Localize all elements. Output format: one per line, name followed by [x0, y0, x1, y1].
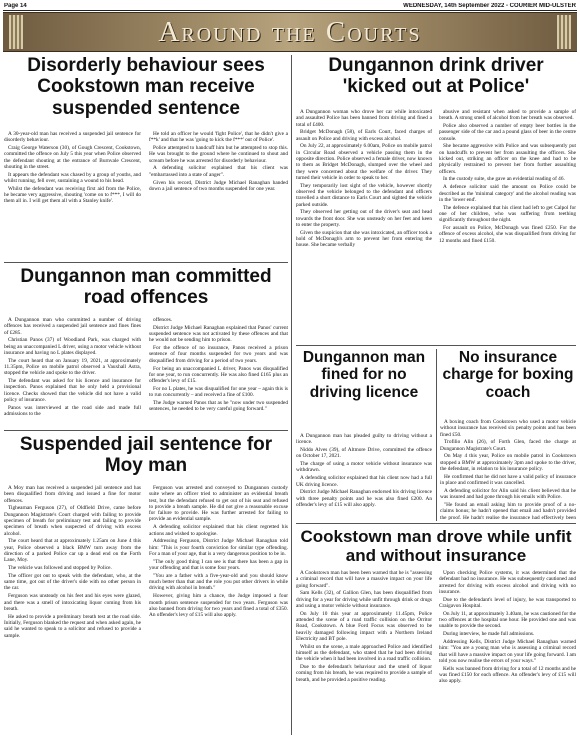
paragraph: She became aggressive with Police and was subsequently put on handcuffs to prevent her from assaulting the officers. She kicked out, striking an officer on the knee and had to be physically restrained to prevent her from further assaulting officers.	[439, 143, 576, 175]
paragraph: A defending solicitor explained that his client now had a full UK driving licence.	[296, 475, 432, 488]
paragraph: On July 22, at approximately 6.00am, Police on mobile patrol in Circular Road observed a vehicle passing them in the opposite direction. Police observed a female driver, now known to them as Bridget McDonagh, slumped over the wheel and they were concerned about the welfare of the driver. They turned their vehicle in order to speak to her.	[296, 143, 432, 181]
article-moy-man	[4, 434, 288, 734]
paragraph: A Cookstown man has been been warned that he is "assessing a criminal record that will have a massive impact on your life going forward".	[296, 570, 432, 589]
paragraph: The officer got out to speak with the defendant, who, at the same time, got out of the driver's side with no other person in the car.	[4, 572, 141, 592]
paragraph: Ferguson was arrested and conveyed to Dungannon custody suite where an officer tried to administer an evidential breath test, but the defendant refused to get out of his seat and refused to provide a breath sample. He did not give a reasonable excuse for failure to provide. He was further arrested for failing to provide an evidential sample.	[149, 485, 288, 523]
article-divider	[296, 345, 576, 346]
paragraph: Whilst on the scene, a male approached Police and identified himself as the defendant, who stated that he had been driving the vehicle when it had been involved in a road traffic collision.	[296, 643, 432, 663]
article-column-1	[440, 419, 576, 521]
paragraph: Police attempted to handcuff him but he attempted to stop this. He was brought to the ground where he continued to shout and scream before he was arrested for disorderly behaviour.	[149, 145, 288, 164]
article-column-1	[296, 109, 432, 250]
folio-rule	[3, 10, 577, 11]
paragraph: abusive and resistant when asked to provide a sample of breath. A strong smell of alcohol from her breath was observed.	[439, 109, 576, 122]
article-cookstown-unfit	[296, 527, 576, 734]
paragraph: offences.	[153, 317, 173, 323]
article-divider	[4, 262, 288, 263]
paragraph: Due to the defendant's behaviour and the smell of liquor coming from his breath, he was required to provide a sample of breath, and he provided a positive reading.	[296, 664, 432, 683]
paragraph: The defence explained that his client had left to get Calpol for one of her children, who was suffering from teething significantly throughout the night.	[439, 204, 576, 224]
paragraph: Whilst the defendant was receiving first aid from the Police, he became very aggressive, shouting 'come on to f***, I will do them all in. I will get them all with a Stanley knife'.	[4, 185, 141, 205]
column-divider	[291, 525, 292, 735]
paragraph: Panos was interviewed at the road side and made full admissions to the	[4, 404, 141, 418]
article-drink-driver	[296, 55, 576, 345]
article-headline: Dungannon drink driver 'kicked out at Police'	[328, 55, 544, 98]
paragraph: For being an unaccompanied L driver, Panos was disqualified for one year, to run concurrently. He was also fined £165 plus an offender's levy of £15.	[149, 365, 288, 385]
page-number: Page 14	[4, 3, 27, 9]
article-column-1	[4, 485, 141, 640]
paragraph: Sam Kells (32), of Gallion Glen, has been disqualified from driving for a year for driving while unfit through drink or drugs and using a motor vehicle without insurance.	[296, 590, 432, 609]
paragraph: In the custody suite, she gave an evidential reading of 46.	[443, 176, 565, 183]
paragraph: Due to the defendant's level of injury, he was transported to Craigavon Hospital.	[439, 596, 576, 609]
paragraph: For no L plates, he was disqualified for one year – again this is to run concurrently – and received a fine of £100.	[149, 385, 288, 399]
paragraph: For assault on Police, McDonagh was fined £250. For the offence of excess alcohol, she was disqualified from driving for 12 months and fined £150.	[439, 225, 576, 244]
article-column-2	[149, 317, 288, 414]
article-column-2	[439, 570, 576, 686]
section-title: Around the Courts	[158, 16, 422, 48]
section-masthead	[3, 12, 577, 52]
paragraph: The charge of using a motor vehicle without insurance was withdrawn.	[296, 461, 432, 474]
paragraph: Police also observed a number of empty beer bottles in the passenger side of the car and a pound glass of beer in the centre console.	[439, 123, 576, 142]
paragraph: Craig George Waterson (30), of Gough Crescent, Cookstown, committed the offence on July 5 this year when Police observed the defendant shouting at the entrance of Burnvale Crescent, shouting in the street.	[4, 145, 141, 170]
paragraph: District Judge Michael Ranaghan endorsed his driving licence with three penalty points and he was also fined £200. An offender's levy of £15 will also apply.	[296, 489, 432, 508]
paragraph: Bridget McDonagh (58), of Earls Court, faced charges of assault on Police and driving with excess alcohol.	[296, 129, 432, 142]
column-divider	[291, 55, 292, 525]
paragraph: However, giving him a chance, the Judge imposed a four month prison sentence suspended for two years. Ferguson was also banned from driving for two years and fined a total of £350. An offender's levy of £15 will also apply.	[149, 593, 288, 619]
article-headline: Disorderly behaviour sees Cookstown man receive suspended sentence	[27, 55, 265, 119]
article-column-1	[4, 131, 141, 206]
article-no-licence	[296, 349, 432, 521]
paragraph: A Moy man has received a suspended jail sentence and has been disqualified from driving and issued a fine for motor offences.	[4, 485, 141, 504]
paragraph: Christian Panos (37) of Woodland Park, was charged with being an unaccompanied L driver, using a motor vehicle without insurance and having no L plates displayed.	[4, 337, 141, 356]
paragraph: "You are a father with a five-year-old and you should know much better than that and the role you put other drivers in while driving with alcohol in breath."	[149, 572, 288, 592]
article-headline: Dungannon man committed road offences	[20, 266, 272, 309]
paragraph: "The only good thing I can see is that there has been a gap in your offending and that is some four years.	[149, 558, 288, 572]
paragraph: A Dungannon woman who drove her car while intoxicated and assaulted Police has been banned from driving and fined a total of £400.	[296, 109, 432, 128]
article-column-2	[439, 109, 576, 245]
paragraph: Given his record, District Judge Michael Ranaghan handed down a jail sentence of two months suspended for one year.	[149, 179, 288, 192]
paragraph: On May 4 this year, Police on mobile patrol in Cookstown stopped a BMW at approximately 3pm and spoke to the driver, the defendant, in relation to his insurance policy.	[440, 453, 576, 473]
article-headline: Cookstown man drove while unfit and without insurance	[300, 527, 572, 566]
paragraph: Upon checking Police systems, it was determined that the defendant had no insurance. He was subsequently cautioned and arrested for driving with excess alcohol and driving with no insurance.	[439, 570, 576, 595]
paragraph: He asked to provide a preliminary breath test at the road side. Initially, Ferguson blanked the request and when asked again, he said he wanted to speak to a solicitor and refused to provide a sample.	[4, 613, 141, 639]
paragraph: On July 11, at approximately 3.40am, he was cautioned for the two offences at the hospital one hour. He provided one and was unable to provide the second.	[439, 610, 576, 630]
paragraph: Given the suspicion that she was intoxicated, an officer took a hold of McDonagh's arm to prevent her from entering the house. She became verbally	[296, 229, 432, 249]
paragraph: The court heard that at approximately 1.25am on June 4 this year, Police observed a black BMW turn away from the direction of a parked Police car up a dead end on the Forth Lane, Moy.	[4, 538, 141, 564]
paragraph: Trofilio Alin (26), of Forth Glen, faced the charge at Dungannon Magistrate's Court.	[440, 439, 576, 452]
article-column-1	[296, 433, 432, 510]
paragraph: They observed her getting out of the driver's seat and head towards the front door. She was unsteady on her feet and keen to enter the property.	[296, 209, 432, 229]
article-divider	[4, 430, 288, 431]
paragraph: They temporarily lost sight of the vehicle, however shortly observed the vehicle belonged to the defendant and officers travelled a short distance to Earls Court and sighted the vehicle parked outside.	[296, 182, 432, 208]
paragraph: The defendant was asked for his licence and insurance for inspection. Panos explained that he only held a provisional licence. Checks showed that the vehicle did not have a valid policy of insurance.	[4, 378, 141, 404]
article-headline: No insurance charge for boxing coach	[442, 349, 574, 401]
paragraph: Kells was banned from driving for a total of 12 months and he was fined £150 for each offence. An offender's levy of £15 will also apply.	[439, 665, 576, 685]
paragraph: A Dungannon man who committed a number of driving offences has received a suspended jail sentence and fines fines of £285.	[4, 317, 141, 336]
page-date-line: WEDNESDAY, 14th September 2022 - COURIER MID-ULSTER	[403, 3, 576, 9]
paragraph: A 30-year-old man has received a suspended jail sentence for disorderly behaviour.	[4, 131, 141, 144]
paragraph: A defending solicitor explained that his client regretted his actions and wished to apologise.	[149, 524, 288, 537]
paragraph: Addressing Kells, District Judge Michael Ranaghan warned him: "You are a young man who is assessing a criminal record that will have a massive impact on your life going forward. I am told you now realise the errors of your ways."	[439, 638, 576, 664]
paragraph: A boxing coach from Cookstown who used a motor vehicle without insurance has received six penalty points and has been fined £50.	[440, 419, 576, 438]
article-column-2	[149, 131, 288, 194]
article-headline: Dungannon man fined for no driving licence	[302, 349, 426, 401]
paragraph: The court heard that on January 19, 2021, at approximately 11.35pm, Police on mobile patrol observed a Vauxhall Astra, stopped the vehicle and spoke to the driver.	[4, 357, 141, 377]
article-disorderly	[4, 55, 288, 260]
paragraph: On July 10 this year at approximately 11.45pm, Police attended the scene of a road traffic collision on the Orritor Road, Cookstown. A blue Ford Focus was observed to be heavily damaged following impact with a Northern Ireland Electricity and BT pole.	[296, 610, 432, 642]
paragraph: The vehicle was followed and stopped by Police.	[8, 565, 112, 572]
paragraph: Niddo Alves (39), of Altmore Drive, committed the offence on October 17, 2021.	[296, 447, 432, 460]
column-divider	[436, 349, 437, 521]
paragraph: For the offence of no insurance, Panos received a prison sentence of four months suspended for two years and was disqualified from driving for a period of two years.	[149, 345, 288, 364]
article-headline: Suspended jail sentence for Moy man	[19, 434, 273, 477]
paragraph: During interview, he made full admissions.	[443, 631, 535, 638]
paragraph: Tighearnan Ferguson (27), of Oldfield Drive, came before Dungannon Magistrate's Court charged with failing to provide specimen of breath for preliminary test and failing to provide specimen of breath when suspected of driving with excess alcohol.	[4, 505, 141, 537]
paragraph: A Dungannon man has pleaded guilty to driving without a licence.	[296, 433, 432, 446]
paragraph: It appears the defendant was chased by a group of youths, and whilst running, fell over, sustaining a wound to his head.	[4, 171, 141, 185]
paragraph: A defending solicitor for Alin said his client believed that he was insured and had gone through his emails with Police.	[440, 487, 576, 501]
paragraph: The Judge warned Panos that as he "now under two suspended sentences, he needed to be very careful going forward."	[149, 400, 288, 413]
paragraph: Ferguson was unsteady on his feet and his eyes were glazed, and there was a smell of intoxicating liquor coming from his breath.	[4, 593, 141, 612]
paragraph: District Judge Michael Ranaghan explained that Panos' current suspended sentence was not activated by these offences and that he would not be sending him to prison.	[149, 324, 288, 344]
article-column-2	[149, 485, 288, 620]
article-divider	[296, 523, 576, 524]
paragraph: A defending solicitor explained that his client was "embarrassed into a state of anger".	[149, 165, 288, 178]
article-column-1	[296, 570, 432, 685]
article-column-1	[4, 317, 141, 419]
paragraph: Addressing Ferguson, District Judge Michael Ranaghan told him: "This is your fourth conviction for similar type offending. For a man of your age, that is a very dangerous position to be in.	[149, 538, 288, 557]
article-boxing-coach	[440, 349, 576, 521]
paragraph: He confirmed that he did not have a valid policy of insurance in place and confirmed it was cancelled.	[440, 473, 576, 487]
paragraph: A defence solicitor said the amount on Police could be described as the 'minimal category' and the alcohol reading was in the 'lower end'.	[439, 184, 576, 203]
paragraph: He told an officer he would 'fight Police', that he didn't give a f**k' and that he was 'going to kick the f***' out of Police'.	[149, 131, 288, 144]
article-road-offences	[4, 266, 288, 428]
paragraph: "He found an email asking him to provide proof of a no-claims bonus; he hadn't opened that email and hadn't provided the proof. He hadn't realise the insurance had effectively been	[440, 502, 576, 521]
